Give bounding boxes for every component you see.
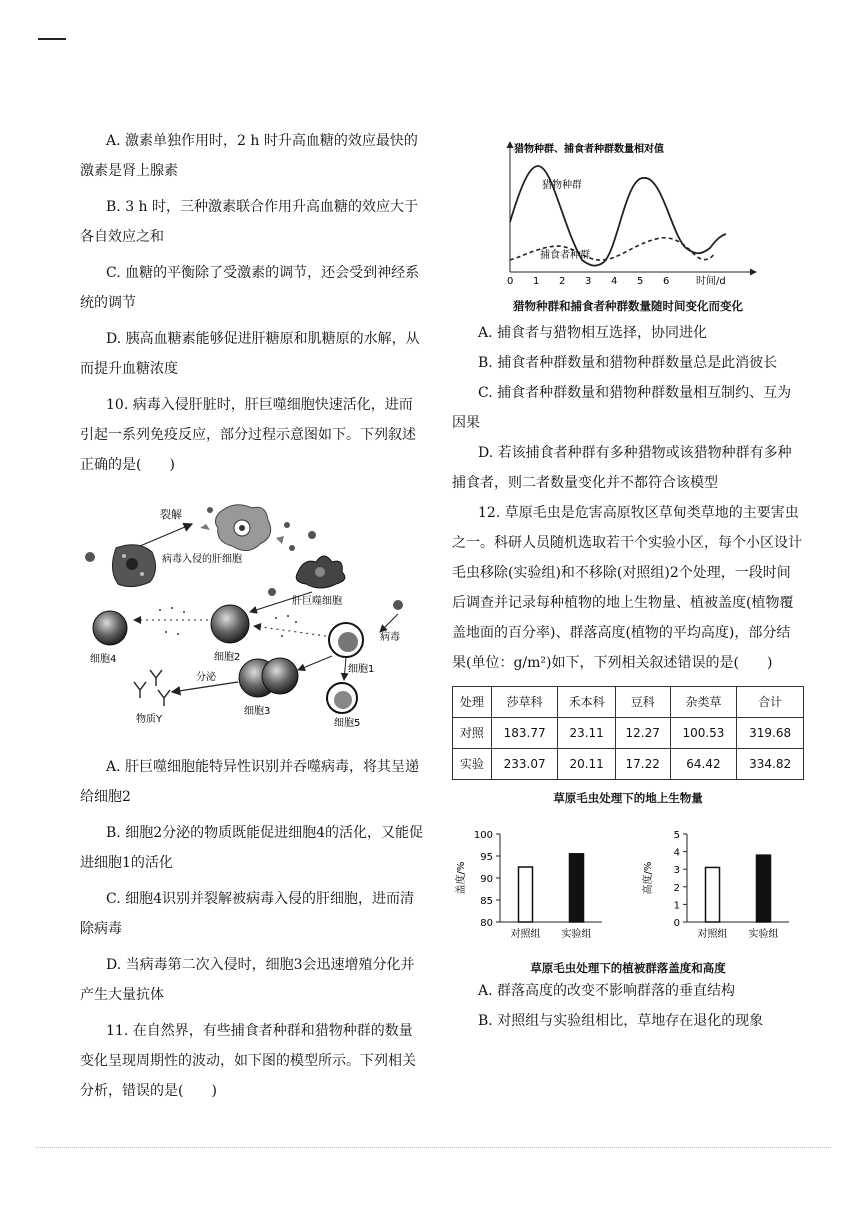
y-tick-label: 100	[473, 830, 493, 841]
q10-option-b: B. 细胞2分泌的物质既能促进细胞4的活化，又能促进细胞1的活化	[80, 825, 424, 871]
table-cell: 对照	[453, 718, 492, 749]
y-tick-label: 90	[480, 874, 493, 885]
y-tick-label: 95	[480, 852, 493, 863]
q9-option-c: C. 血糖的平衡除了受激素的调节，还会受到神经系统的调节	[80, 265, 420, 311]
table-cell: 20.11	[558, 749, 615, 780]
q10-stem: 10. 病毒入侵肝脏时，肝巨噬细胞快速活化，进而引起一系列免疫反应，部分过程示意图如下。下列叙述正确的是( )	[80, 397, 416, 473]
q12-option-b: B. 对照组与实验组相比，草地存在退化的现象	[478, 1013, 764, 1029]
table-header-row	[453, 687, 804, 718]
q11-option-d: D. 若该捕食者种群有多种猎物或该猎物种群有多种捕食者，则二者数量变化并不都符合该模型	[452, 445, 792, 491]
virus-label: 病毒	[380, 632, 400, 643]
infected-cell-label-text: 病毒入侵的肝细胞	[162, 554, 242, 565]
secretion-dots-right	[275, 615, 297, 637]
x-tick-5: 5	[637, 276, 644, 286]
macrophage-icon	[296, 556, 345, 588]
x-tick-1: 1	[533, 276, 540, 286]
q9-option-d: D. 胰高血糖素能够促进肝糖原和肌糖原的水解，从而提升血糖浓度	[80, 331, 420, 377]
cell4-label: 细胞4	[90, 654, 117, 665]
macrophage-label: 肝巨噬细胞	[292, 596, 342, 607]
table-cell: 17.22	[615, 749, 670, 780]
bar-对照组	[519, 867, 533, 922]
y-axis-label: 盖度/%	[456, 861, 467, 895]
cell3-label: 细胞3	[244, 706, 271, 717]
table-cell: 64.42	[670, 749, 737, 780]
x-tick-0: 0	[507, 276, 514, 286]
predator-label: 捕食者种群	[540, 250, 590, 261]
chart-xlabel: 时间/d	[696, 276, 726, 286]
q12-stem: 12. 草原毛虫是危害高原牧区草甸类草地的主要害虫之一。科研人员随机选取若干个实验小区，每个小区设计毛虫移除(实验组)和不移除(对照组)2个处理，一段时间后调查并记录每种植物的地上生物量、植被盖度(植物覆盖地面的百分率)、群落高度(植物的平均高度)，部分结果(单位：g/m²)如下，下列相关叙述错误的是( )	[452, 505, 802, 671]
cell5-icon	[327, 683, 357, 713]
q9-option-a: A. 激素单独作用时，2 h 时升高血糖的效应最快的激素是肾上腺素	[80, 133, 418, 179]
table-header-cell: 处理	[453, 687, 492, 718]
left-column	[80, 126, 425, 1106]
bar-实验组	[757, 855, 771, 922]
table-cell: 23.11	[558, 718, 615, 749]
q9-option-b: B. 3 h 时，三种激素联合作用升高血糖的效应大于各自效应之和	[80, 199, 419, 245]
immune-process-diagram	[80, 500, 425, 740]
y-axis-label: 高度/%	[643, 861, 654, 895]
q11-option-b: B. 捕食者种群数量和猎物种群数量总是此消彼长	[478, 355, 778, 371]
bar-对照组	[706, 867, 720, 922]
y-tick-label: 5	[673, 830, 680, 841]
bottom-margin-line	[36, 1147, 831, 1148]
table-row	[453, 749, 804, 780]
x-category-label: 对照组	[697, 929, 728, 940]
table-header-cell: 莎草科	[491, 687, 558, 718]
y-tick-label: 80	[480, 918, 493, 929]
q11-stem: 11. 在自然界，有些捕食者种群和猎物种群的数量变化呈现周期性的波动，如下图的模型所示。下列相关分析，错误的是( )	[80, 1023, 416, 1099]
substance-y-label: 物质Y	[136, 714, 163, 725]
x-category-label: 对照组	[510, 929, 541, 940]
biomass-table	[452, 686, 804, 780]
cell1-label: 细胞1	[348, 664, 375, 675]
bar-charts-row	[452, 826, 804, 946]
x-tick-2: 2	[559, 276, 566, 286]
cell2-icon	[211, 605, 249, 643]
split-label: 裂解	[160, 508, 182, 521]
q11-option-a: A. 捕食者与猎物相互选择，协同进化	[478, 325, 708, 341]
bar-实验组	[570, 854, 584, 922]
y-tick-label: 3	[673, 865, 680, 877]
table-header-cell: 禾本科	[558, 687, 615, 718]
q12-option-a: A. 群落高度的改变不影响群落的垂直结构	[478, 983, 736, 999]
x-tick-4: 4	[611, 276, 618, 286]
table-cell: 319.68	[737, 718, 804, 749]
cell5-label: 细胞5	[334, 718, 361, 729]
prey-label: 猎物种群	[542, 180, 582, 191]
y-tick-label: 85	[480, 896, 493, 907]
y-tick-label: 0	[673, 918, 680, 929]
cell4-icon	[93, 611, 127, 645]
height-bar-chart	[639, 826, 804, 946]
y-tick-label: 2	[673, 882, 680, 894]
x-tick-labels	[507, 276, 669, 286]
q10-option-c: C. 细胞4识别并裂解被病毒入侵的肝细胞，进而清除病毒	[80, 891, 415, 937]
q10-option-a: A. 肝巨噬细胞能特异性识别并吞噬病毒，将其呈递给细胞2	[80, 759, 420, 805]
x-category-label: 实验组	[748, 929, 779, 940]
lysed-cell-icon	[200, 505, 284, 551]
table-cell: 100.53	[670, 718, 737, 749]
x-tick-3: 3	[585, 276, 592, 286]
q10-option-d: D. 当病毒第二次入侵时，细胞3会迅速增殖分化并产生大量抗体	[80, 957, 415, 1003]
cell1-icon	[329, 623, 363, 657]
x-tick-6: 6	[663, 276, 670, 286]
predator-prey-caption: 猎物种群和捕食者种群数量随时间变化而变化	[513, 299, 743, 313]
infected-cell-label	[162, 552, 242, 565]
top-margin-mark	[38, 38, 66, 40]
predator-prey-chart	[500, 136, 800, 286]
table-cell: 334.82	[737, 749, 804, 780]
antibody-icon	[134, 670, 170, 706]
table-header-cell: 合计	[737, 687, 804, 718]
cell3-icon	[239, 658, 298, 697]
chart-ylabel: 猎物种群、捕食者种群数量相对值	[514, 144, 664, 155]
table-cell: 233.07	[491, 749, 558, 780]
bar-chart-caption: 草原毛虫处理下的植被群落盖度和高度	[530, 961, 726, 975]
y-tick-label: 4	[673, 847, 680, 859]
infected-liver-cell-icon	[112, 545, 155, 587]
table-row	[453, 718, 804, 749]
x-category-label: 实验组	[561, 929, 592, 940]
cell2-label: 细胞2	[214, 652, 241, 663]
q11-option-c: C. 捕食者种群数量和猎物种群数量相互制约、互为因果	[452, 385, 792, 431]
coverage-bar-chart	[452, 826, 617, 946]
table-header-cell: 杂类草	[670, 687, 737, 718]
table-cell: 实验	[453, 749, 492, 780]
table-caption: 草原毛虫处理下的地上生物量	[553, 791, 703, 805]
table-cell: 12.27	[615, 718, 670, 749]
secrete-label: 分泌	[196, 672, 216, 683]
y-tick-label: 1	[673, 900, 680, 912]
table-header-cell: 豆科	[615, 687, 670, 718]
right-column	[452, 318, 804, 1036]
secretion-dots-left	[159, 607, 185, 635]
table-cell: 183.77	[491, 718, 558, 749]
